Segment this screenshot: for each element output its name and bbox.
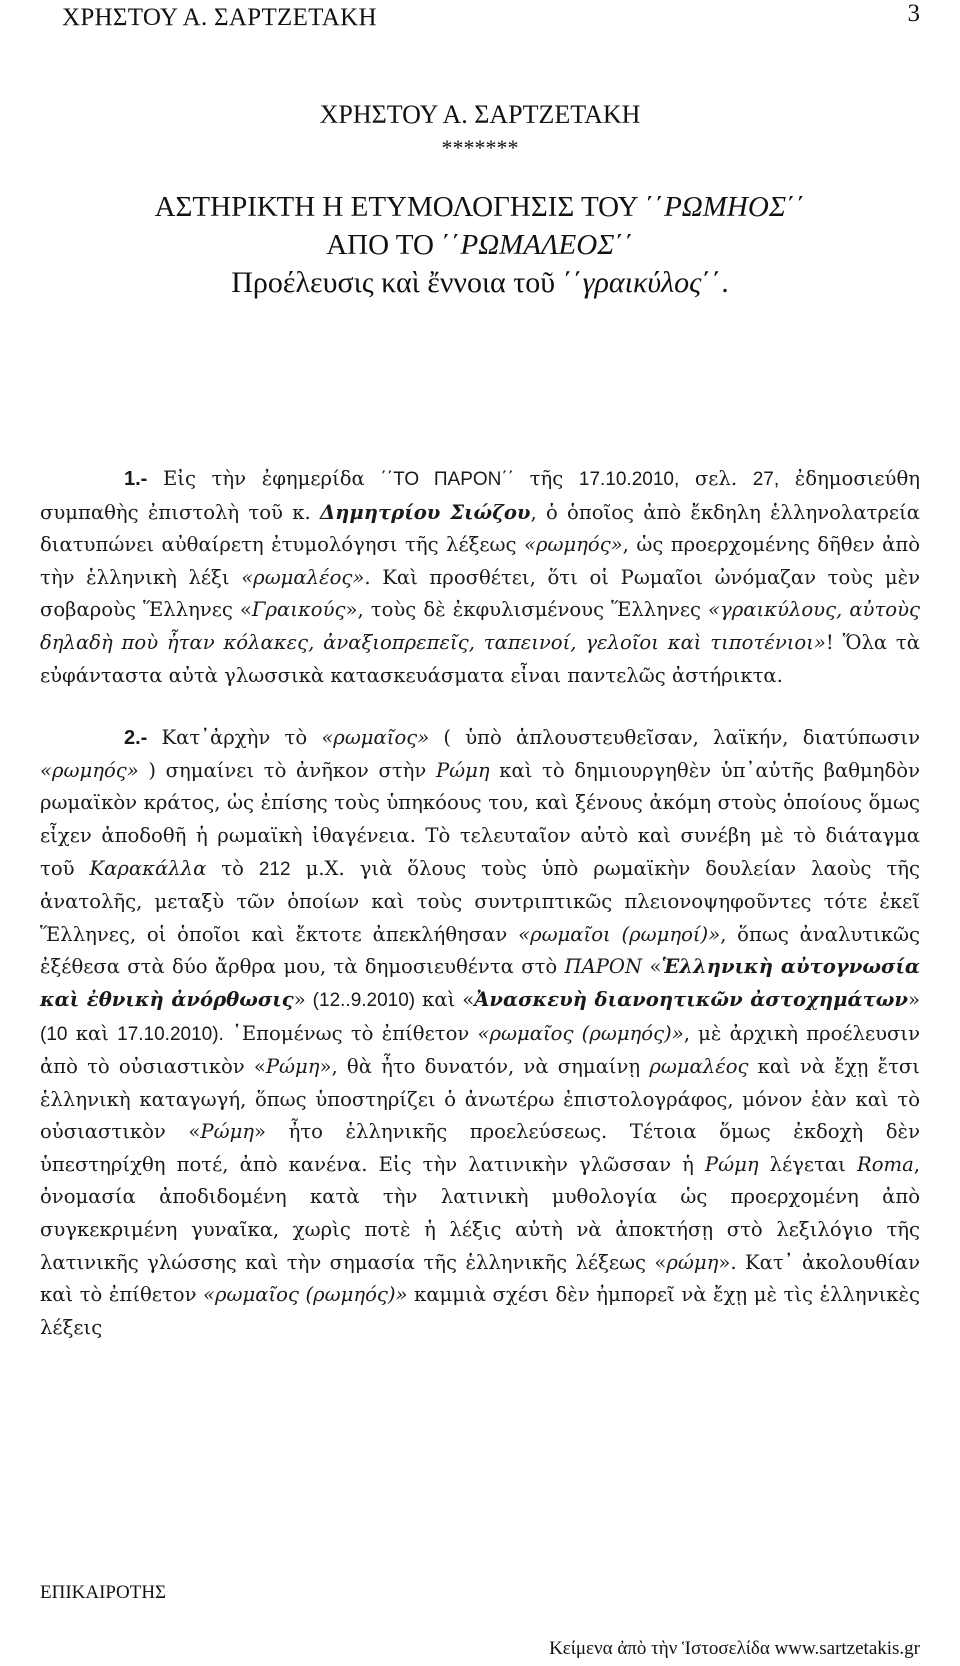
italic-term: «ρωμαῖοι (ρωμηοί)» xyxy=(518,922,721,946)
article-body xyxy=(40,463,920,1344)
date: 17.10.2010, xyxy=(578,469,680,490)
title-line-1-text: ΑΣΤΗΡΙΚΤΗ Η ΕΤΥΜΟΛΟΓΗΣΙΣ ΤΟΥ ΄΄ xyxy=(154,191,665,223)
italic-term: Γραικούς xyxy=(251,598,346,622)
date: (10 xyxy=(40,1023,68,1045)
italic-quote: «γραικύλους, αὐτοὺς δηλαδὴ ποὺ ἦταν κόλακες, ἀναξιοπρεπεῖς, ταπεινοί, γελοῖοι καὶ τιποτένιοι» xyxy=(40,598,920,654)
text-run: τῆς xyxy=(514,467,579,490)
year: 212 xyxy=(258,858,291,880)
italic-term: Ρώμη xyxy=(704,1152,759,1176)
header-author: ΧΡΗΣΤΟΥ Α. ΣΑΡΤΖΕΤΑΚΗ xyxy=(62,4,377,31)
article-title: Ἀνασκευὴ διανοητικῶν ἀστοχημάτων xyxy=(474,987,908,1011)
italic-term: «ρωμαῖος» xyxy=(321,726,430,750)
title-line-2-end: ΄΄ xyxy=(614,229,634,261)
title-line-3-end: ΄΄. xyxy=(701,266,729,299)
text-run: σελ. xyxy=(679,467,753,490)
italic-term: ΠΑΡΟΝ xyxy=(564,955,643,979)
italic-term: ρωμαλέος xyxy=(649,1055,749,1079)
italic-term: «ρωμαῖος (ρωμηός)» xyxy=(477,1021,684,1045)
text-run: ». Κατ᾽ ἀκολουθίαν καὶ τὸ ἐπίθετον xyxy=(40,1250,920,1307)
text-run: , ὡς προερχομένης δῆθεν ἀπὸ τὴν ἑλληνικὴ λέξι xyxy=(40,533,920,589)
italic-term: «ρωμαῖος (ρωμηός)» xyxy=(203,1283,408,1307)
title-line-3 xyxy=(40,264,920,302)
italic-term: Καρακάλλα xyxy=(89,856,207,880)
text-run: ἐδημοσιεύθη συμπαθὴς ἐπιστολὴ τοῦ κ. xyxy=(40,467,920,524)
title-line-3-italic: γραικύλος xyxy=(582,266,702,299)
paragraph-number: 2.- xyxy=(124,727,148,750)
text-run: τὸ xyxy=(206,856,259,880)
text-run: καμμιὰ σχέσι δὲν ἠμπορεῖ νὰ ἔχῃ μὲ τὶς ἑλληνικὲς λέξεις xyxy=(40,1283,920,1339)
title-separator: ******* xyxy=(441,135,519,160)
text-run: ! Ὅλα τὰ εὐφάνταστα αὐτὰ γλωσσικὰ κατασκευάσματα εἶναι παντελῶς ἀστήρικτα. xyxy=(40,630,920,687)
text-run: μ.Χ. γιὰ ὅλους τοὺς ὑπὸ ρωμαϊκὴν δουλείαν λαοὺς τῆς ἀνατολῆς, μεταξὺ τῶν ὁποίων καὶ τοὺς συντριπτικῶς πλειονοψηφοῦντες τότε ἐκεῖ Ἕλληνες, οἱ ὁποῖοι καὶ ἔκτοτε ἀπεκλήθησαν xyxy=(40,856,920,946)
text-run: , ὀνομασία ἀποδιδομένη κατὰ τὴν λατινικὴ μυθολογία ὡς προερχομένη ἀπὸ συγκεκριμένη γυναῖκα, χωρὶς ποτὲ ἡ λέξις αὐτὴ νὰ ἀποκτήσῃ στὸ λεξιλόγιο τῆς λατινικῆς γλώσσης καὶ τὴν σημασία τῆς ἑλληνικῆς λέξεως « xyxy=(40,1152,920,1274)
title-line-2-italic: ΡΩΜΑΛΕΟΣ xyxy=(460,229,615,261)
italic-term: Ρώμη xyxy=(265,1055,320,1079)
title-line-2 xyxy=(40,226,920,264)
italic-term: «ρωμηός» xyxy=(523,533,623,557)
title-line-2-text: ΑΠΟ ΤΟ ΄΄ xyxy=(326,229,461,261)
text-run: καὶ « xyxy=(415,987,475,1011)
italic-term: Ρώμη xyxy=(200,1120,255,1144)
text-run: καὶ νὰ ἔχῃ ἔτσι ἑλληνικὴ καταγωγή, ὅπως ὑποστηρίζει ὁ ἀνωτέρω ἐπιστολογράφος, μόνον ἐὰν καὶ τὸ οὐσιαστικὸν « xyxy=(40,1055,920,1144)
text-run: ῾Επομένως τὸ ἐπίθετον xyxy=(223,1021,478,1045)
italic-term: Ρώμη xyxy=(435,758,490,782)
text-run: , μὲ ἀρχικὴ προέλευσιν ἀπὸ τὸ οὐσιαστικὸν « xyxy=(40,1021,920,1079)
paragraph-number: 1.- xyxy=(124,468,148,490)
newspaper-name: ΄΄ΤΟ ΠΑΡΟΝ΄΄ xyxy=(380,469,515,490)
italic-term: Roma xyxy=(856,1152,914,1176)
text-run: καὶ xyxy=(67,1021,118,1045)
text-run: , ὁ ὁποῖος ἀπὸ ἔκδηλη ἑλληνολατρεία διατυπώνει αὐθαίρετη ἐτυμολόγησι τῆς λέξεως xyxy=(40,500,920,557)
text-run: ( ὑπὸ ἁπλουστευθεῖσαν, λαϊκήν, διατύπωσιν xyxy=(429,726,920,750)
title-line-1-italic: ΡΩΜΗΟΣ xyxy=(664,191,787,223)
text-run: » xyxy=(293,987,313,1011)
title-author: ΧΡΗΣΤΟΥ Α. ΣΑΡΤΖΕΤΑΚΗ xyxy=(319,100,641,129)
article-title: Ἑλληνικὴ αὐτογνωσία καὶ ἐθνικὴ ἀνόρθωσις xyxy=(40,955,920,1011)
running-header xyxy=(0,0,960,52)
italic-term: «ρωμαλέος» xyxy=(241,565,365,589)
text-run: ) σημαίνει τὸ ἀνῆκον στὴν xyxy=(138,758,436,782)
text-run: λέγεται xyxy=(758,1152,857,1176)
title-line-1-end: ΄΄ xyxy=(786,191,806,223)
title-block xyxy=(40,98,920,302)
date: (12..9.2010) xyxy=(312,989,416,1011)
title-line-1 xyxy=(40,188,920,226)
text-run: « xyxy=(642,955,662,979)
text-run: , ὅπως ἀναλυτικῶς ἐξέθεσα στὰ δύο ἄρθρα μου, τὰ δημοσιευθέντα στὸ xyxy=(40,922,920,979)
page-number: 3 xyxy=(907,0,920,27)
text-run: », θὰ ἦτο δυνατόν, νὰ σημαίνῃ xyxy=(319,1055,650,1079)
paragraph-2 xyxy=(40,722,920,1344)
text-run: καὶ τὸ δημιουργηθὲν ὑπ᾽αὐτῆς βαθμηδὸν ρωμαϊκὸν κράτος, ὡς ἐπίσης τοὺς ὑπηκόους του, καὶ ξένους ἀκόμη στοὺς ὁποίους ὅμως εἶχεν ἀποδοθῆ ἡ ρωμαϊκὴ ἰθαγένεια. Τὸ τελευταῖον αὐτὸ καὶ συνέβη μὲ τὸ διάταγμα τοῦ xyxy=(40,758,920,880)
page-ref: 27, xyxy=(752,469,780,490)
person-name: Δημητρίου Σιώζου xyxy=(319,500,531,524)
text-run: », τοὺς δὲ ἐκφυλισμένους Ἕλληνες xyxy=(345,598,709,622)
footer-section-label: ΕΠΙΚΑΙΡΟΤΗΣ xyxy=(40,1582,167,1603)
text-run: . Καὶ προσθέτει, ὅτι οἱ Ρωμαῖοι ὠνόμαζαν τοὺς μὲν σοβαροὺς Ἕλληνες « xyxy=(40,565,920,622)
paragraph-1 xyxy=(40,463,920,692)
text-run: Κατ᾽ἀρχὴν τὸ xyxy=(147,726,322,750)
text-run: Εἰς τὴν ἐφημερίδα xyxy=(147,467,381,490)
text-run: » ἦτο ἑλληνικῆς προελεύσεως. Τέτοια ὅμως ἐκδοχὴ δὲν ὑπεστηρίχθη ποτέ, ἀπὸ κανένα. Εἰς τὴν λατινικὴν γλῶσσαν ἡ xyxy=(40,1120,920,1176)
title-line-3-text: Προέλευσις καὶ ἔννοια τοῦ ΄΄ xyxy=(231,266,583,299)
footer-source: Κείμενα ἀπὸ τὴν Ἱστοσελίδα www.sartzetakis.gr xyxy=(549,1638,920,1659)
italic-term: «ρωμηός» xyxy=(40,758,139,782)
text-run: » xyxy=(908,987,920,1011)
italic-term: ρώμη xyxy=(666,1250,719,1274)
date: 17.10.2010). xyxy=(117,1023,224,1045)
